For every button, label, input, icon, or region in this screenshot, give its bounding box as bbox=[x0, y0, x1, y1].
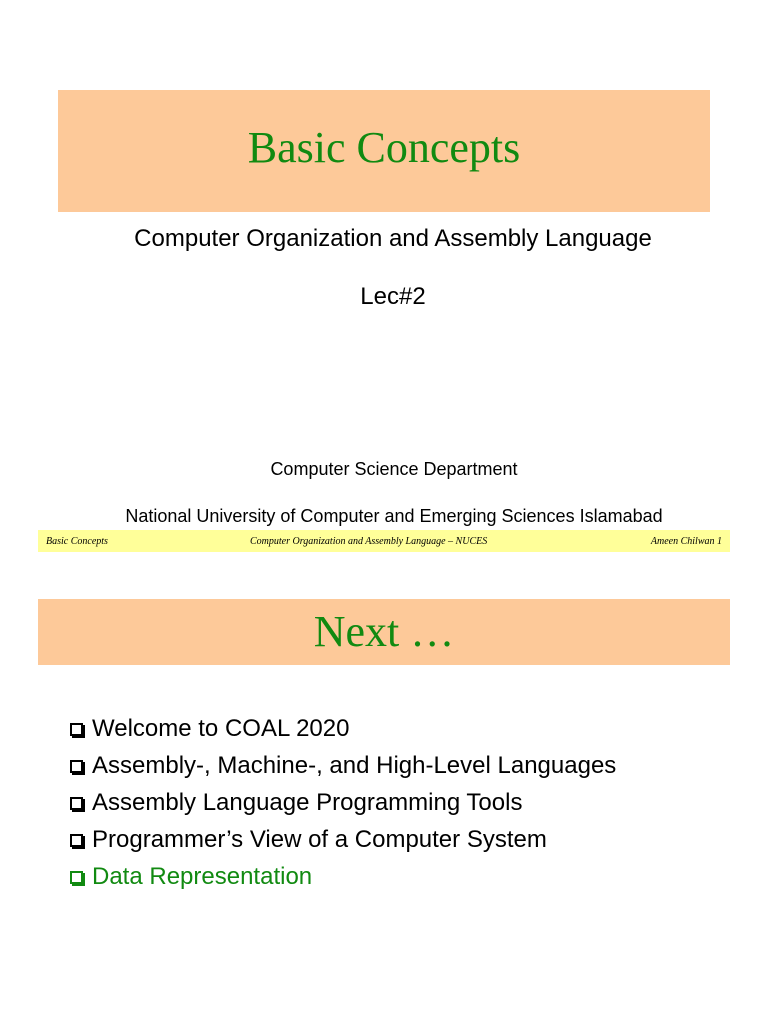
course-subtitle: Computer Organization and Assembly Language bbox=[134, 225, 652, 252]
list-item bbox=[70, 788, 616, 825]
slide1-title: Basic Concepts bbox=[247, 123, 521, 172]
checkbox-bullet-icon bbox=[70, 797, 83, 810]
footer-right-text: Ameen Chilwan 1 bbox=[650, 536, 722, 547]
checkbox-bullet-icon bbox=[70, 760, 83, 773]
list-item bbox=[70, 751, 616, 788]
slide1-title-banner bbox=[58, 90, 710, 212]
footer-middle-text: Computer Organization and Assembly Language – NUCES bbox=[250, 536, 488, 547]
department-name: Computer Science Department bbox=[270, 459, 518, 479]
list-item bbox=[70, 714, 616, 751]
university-name: National University of Computer and Emerging Sciences Islamabad bbox=[125, 506, 663, 526]
slide2-title-banner bbox=[38, 599, 730, 665]
list-item bbox=[70, 825, 616, 862]
lecture-number: Lec#2 bbox=[360, 283, 426, 310]
list-item-label: Data Representation bbox=[92, 863, 313, 890]
list-item-label: Assembly Language Programming Tools bbox=[92, 789, 523, 816]
topics-list bbox=[70, 714, 616, 899]
list-item bbox=[70, 862, 616, 899]
list-item-label: Assembly-, Machine-, and High-Level Languages bbox=[92, 752, 617, 779]
checkbox-bullet-icon bbox=[70, 834, 83, 847]
list-item-label: Programmer’s View of a Computer System bbox=[92, 826, 547, 853]
slide2-title: Next … bbox=[313, 607, 455, 656]
slide-footer bbox=[38, 530, 730, 552]
checkbox-bullet-icon bbox=[70, 723, 83, 736]
footer-left-text: Basic Concepts bbox=[46, 536, 108, 547]
list-item-label: Welcome to COAL 2020 bbox=[92, 715, 350, 742]
checkbox-bullet-icon bbox=[70, 871, 83, 884]
